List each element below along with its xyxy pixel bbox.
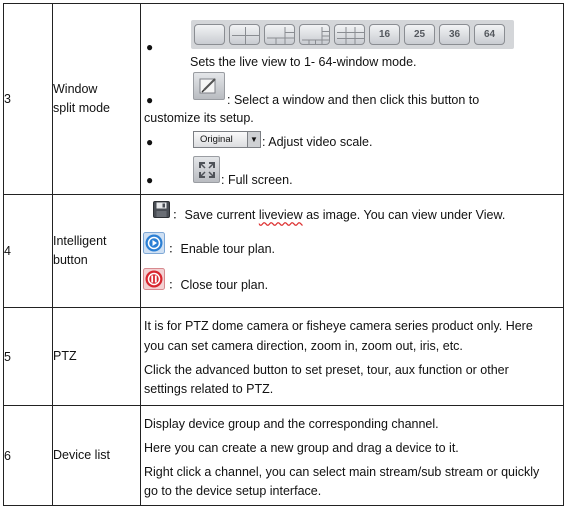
bullet: ●: [146, 93, 154, 107]
save-button[interactable]: [153, 201, 170, 218]
split-6-button[interactable]: [264, 24, 295, 45]
split-1-button[interactable]: [194, 24, 225, 45]
close-tour-button[interactable]: [143, 268, 165, 290]
scale-description: : Adjust video scale.: [262, 135, 373, 149]
row-number: 3: [4, 4, 53, 195]
row-name-line: button: [53, 253, 88, 267]
ptz-paragraph-line: settings related to PTZ.: [144, 382, 274, 396]
save-description: [172, 207, 505, 223]
bullet: ●: [146, 173, 154, 187]
row-number: 5: [4, 308, 53, 406]
device-list-line: Right click a channel, you can select main stream/sub stream or quickly: [144, 465, 540, 479]
device-list-line: go to the device setup interface.: [144, 484, 322, 498]
ptz-paragraph-line: Click the advanced button to set preset, tour, aux function or other: [144, 363, 509, 377]
row-name: Device list: [53, 406, 141, 506]
row-name: [53, 4, 141, 195]
customize-icon: [198, 76, 220, 96]
split-6-icon: [265, 25, 296, 46]
split-9-icon: [335, 25, 366, 46]
split-description: Sets the live view to 1- 64-window mode.: [190, 55, 417, 69]
split-8-button[interactable]: [299, 24, 330, 45]
customize-description-continued: customize its setup.: [144, 111, 254, 125]
split-4-icon: [230, 25, 261, 46]
customize-button[interactable]: [193, 72, 225, 100]
device-list-line: Here you can create a new group and drag a device to it.: [144, 441, 459, 455]
video-scale-value: Original: [200, 134, 233, 145]
spellcheck-word: liveview: [258, 208, 303, 222]
enable-tour-description: ：Enable tour plan.: [168, 242, 276, 256]
split-64-button[interactable]: 64: [474, 24, 505, 45]
save-description-text: as image. You can view under View.: [302, 208, 506, 222]
fullscreen-button[interactable]: [193, 156, 220, 183]
save-description-text: ：Save current: [172, 208, 259, 222]
ptz-paragraph-line: you can set camera direction, zoom in, zoom out, iris, etc.: [144, 339, 463, 353]
bullet: ●: [146, 135, 154, 149]
enable-tour-button[interactable]: [143, 232, 165, 254]
split-mode-toolbar: [191, 20, 514, 49]
close-tour-icon: [143, 268, 165, 290]
device-list-line: Display device group and the corresponding channel.: [144, 417, 439, 431]
row-number: 6: [4, 406, 53, 506]
row-name-line: split mode: [53, 101, 110, 115]
row-name-line: Intelligent: [53, 234, 107, 248]
row-name: PTZ: [53, 308, 141, 406]
ptz-paragraph-line: It is for PTZ dome camera or fisheye camera series product only. Here: [144, 319, 533, 333]
row-name: [53, 195, 141, 308]
fullscreen-icon: [198, 161, 216, 179]
split-16-button[interactable]: 16: [369, 24, 400, 45]
row-number: 4: [4, 195, 53, 308]
split-36-button[interactable]: 36: [439, 24, 470, 45]
close-tour-description: ：Close tour plan.: [168, 278, 269, 292]
row-name-line: Window: [53, 82, 98, 96]
split-25-button[interactable]: 25: [404, 24, 435, 45]
video-scale-select[interactable]: [193, 131, 261, 148]
split-9-button[interactable]: [334, 24, 365, 45]
fullscreen-description: : Full screen.: [221, 173, 293, 187]
split-4-button[interactable]: [229, 24, 260, 45]
chevron-down-icon: ▼: [247, 132, 260, 147]
save-icon: [153, 201, 170, 218]
split-8-icon: [300, 25, 331, 46]
bullet: ●: [146, 40, 154, 54]
customize-description: : Select a window and then click this button to: [227, 93, 480, 107]
enable-tour-icon: [143, 232, 165, 254]
